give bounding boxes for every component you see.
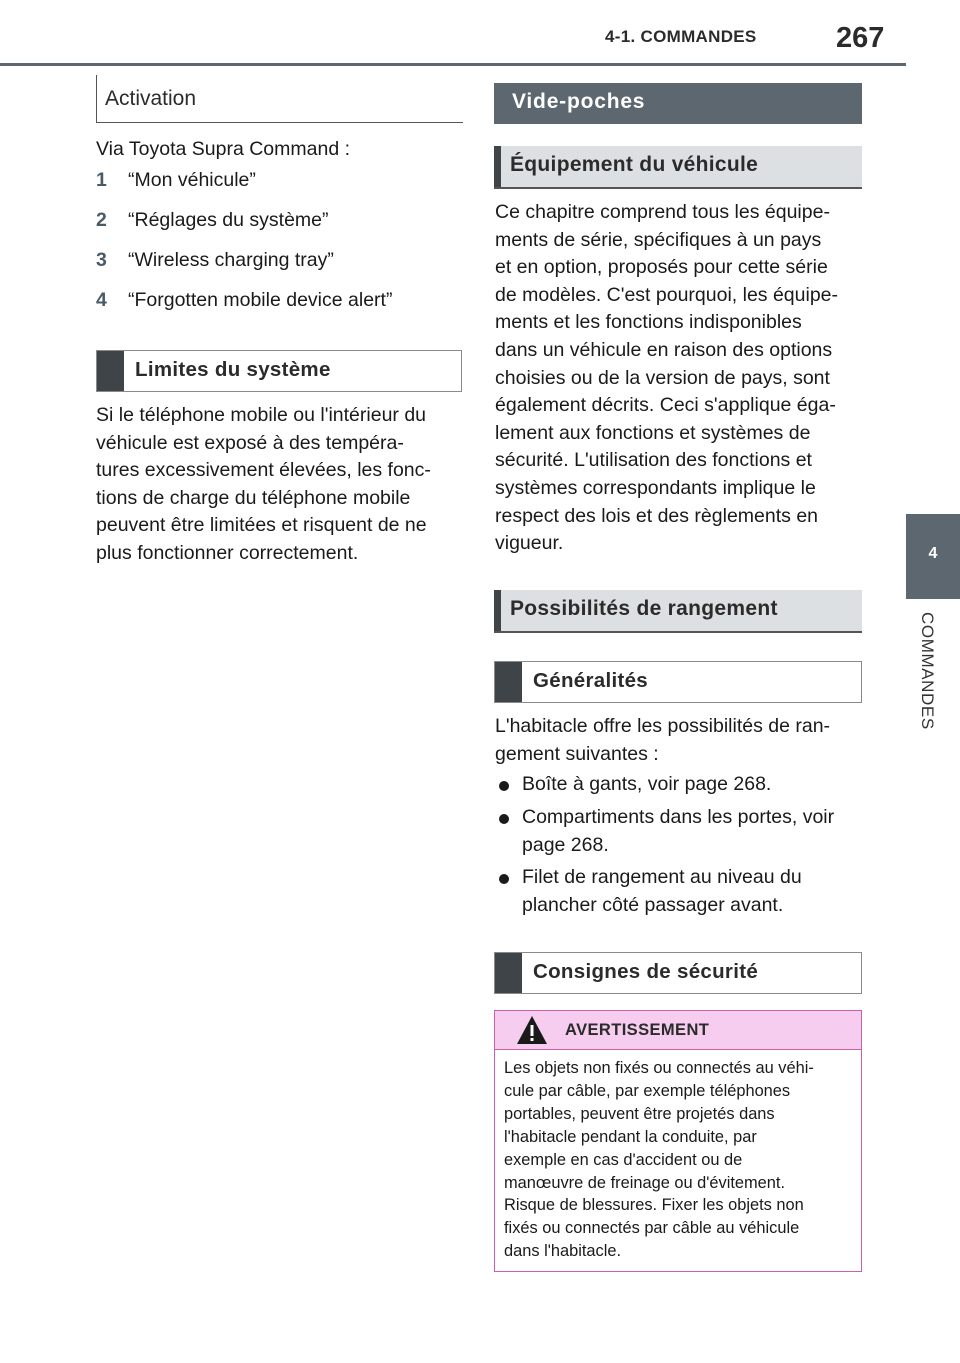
text-line: portables, peuvent être projetés dans [504,1104,775,1123]
step-text: “Réglages du système” [128,209,329,231]
step-number: 3 [96,249,107,271]
step-item [96,287,392,315]
text-line: peuvent être limitées et risquent de ne [96,514,427,537]
text-line: véhicule est exposé à des tempéra- [96,431,404,454]
safety-heading [494,952,862,994]
step-text: “Forgotten mobile device alert” [128,289,393,311]
section-header: 4-1. COMMANDES [605,27,757,46]
list-item [495,864,865,919]
activation-heading [96,75,463,123]
equipment-heading-label: Équipement du véhicule [510,153,759,176]
text-line: et en option, proposés pour cette série [495,256,828,279]
heading-marker [494,590,501,631]
general-heading [494,661,862,703]
text-line: lement aux fonctions et systèmes de [495,421,811,444]
text-line: L'habitacle offre les possibilités de ran- [495,715,831,737]
activation-heading-label: Activation [105,87,197,110]
step-number: 4 [96,289,107,311]
text-line: cule par câble, par exemple téléphones [504,1081,791,1100]
step-text: “Wireless charging tray” [128,249,334,271]
text-line: sécurité. L'utilisation des fonctions et [495,449,812,472]
text-line: Si le téléphone mobile ou l'intérieur du [96,404,427,426]
chapter-tab-number: 4 [928,545,938,562]
text-line: Compartiments dans les portes, voir [522,806,835,828]
text-line: ments et les fonctions indisponibles [495,311,802,334]
heading-marker [97,351,124,391]
limits-heading [96,350,462,392]
text-line: choisies ou de la version de pays, sont [495,366,830,389]
storage-heading-label: Possibilités de rangement [510,597,778,620]
text-line: de modèles. C'est pourquoi, les équipe- [495,283,839,306]
vide-poches-heading-label: Vide-poches [512,90,646,113]
limits-paragraph [96,402,466,568]
warning-text [504,1057,852,1263]
text-line: tions de charge du téléphone mobile [96,486,411,509]
text-line: vigueur. [495,532,564,555]
text-line: exemple en cas d'accident ou de [504,1150,743,1169]
text-line: gement suivantes : [495,742,659,765]
text-line: Boîte à gants, voir page 268. [522,773,772,795]
text-line: respect des lois et des règlements en [495,504,819,527]
page-number: 267 [836,22,885,54]
text-line: Filet de rangement au niveau du [522,866,802,888]
heading-marker [495,662,522,702]
text-line: dans un véhicule en raison des options [495,338,833,361]
step-item [96,247,334,275]
equipment-paragraph [495,199,865,558]
text-line: fixés ou connectés par câble au véhicule [504,1219,800,1238]
step-text: “Mon véhicule” [128,169,256,191]
storage-heading [494,590,862,633]
text-line: Risque de blessures. Fixer les objets non [504,1196,804,1215]
step-item [96,207,329,235]
text-line: page 268. [522,833,609,856]
chapter-tab-label: COMMANDES [918,612,937,730]
text-line: Les objets non fixés ou connectés au véhi- [504,1059,814,1077]
warning-triangle-icon [515,1014,549,1046]
warning-box [494,1010,862,1272]
general-heading-label: Généralités [533,669,648,692]
warning-header [495,1011,861,1050]
list-item [495,804,865,859]
bullet-icon [499,814,509,824]
text-line: Ce chapitre comprend tous les équipe- [495,201,830,223]
step-number: 1 [96,169,107,191]
safety-heading-label: Consignes de sécurité [533,960,759,983]
text-line: plus fonctionner correctement. [96,541,359,564]
activation-intro: Via Toyota Supra Command : [96,138,351,160]
bullet-icon [499,781,509,791]
text-line: manœuvre de freinage ou d'évitement. [504,1173,786,1192]
text-line: ments de série, spécifiques à un pays [495,228,822,251]
warning-title: AVERTISSEMENT [565,1021,710,1039]
text-line: tures excessivement élevées, les fonc- [96,459,431,482]
heading-marker [494,146,501,187]
vide-poches-heading [494,83,862,124]
text-line: l'habitacle pendant la conduite, par [504,1127,757,1146]
list-item [495,771,865,799]
equipment-heading [494,146,862,189]
general-paragraph [495,713,865,768]
text-line: systèmes correspondants implique le [495,476,816,499]
text-line: dans l'habitacle. [504,1242,622,1261]
text-line: plancher côté passager avant. [522,893,784,916]
limits-heading-label: Limites du système [135,358,331,381]
text-line: également décrits. Ceci s'applique éga- [495,394,836,417]
step-item [96,167,256,195]
heading-marker [495,953,522,993]
bullet-icon [499,874,509,884]
step-number: 2 [96,209,107,231]
header-rule [0,63,906,66]
